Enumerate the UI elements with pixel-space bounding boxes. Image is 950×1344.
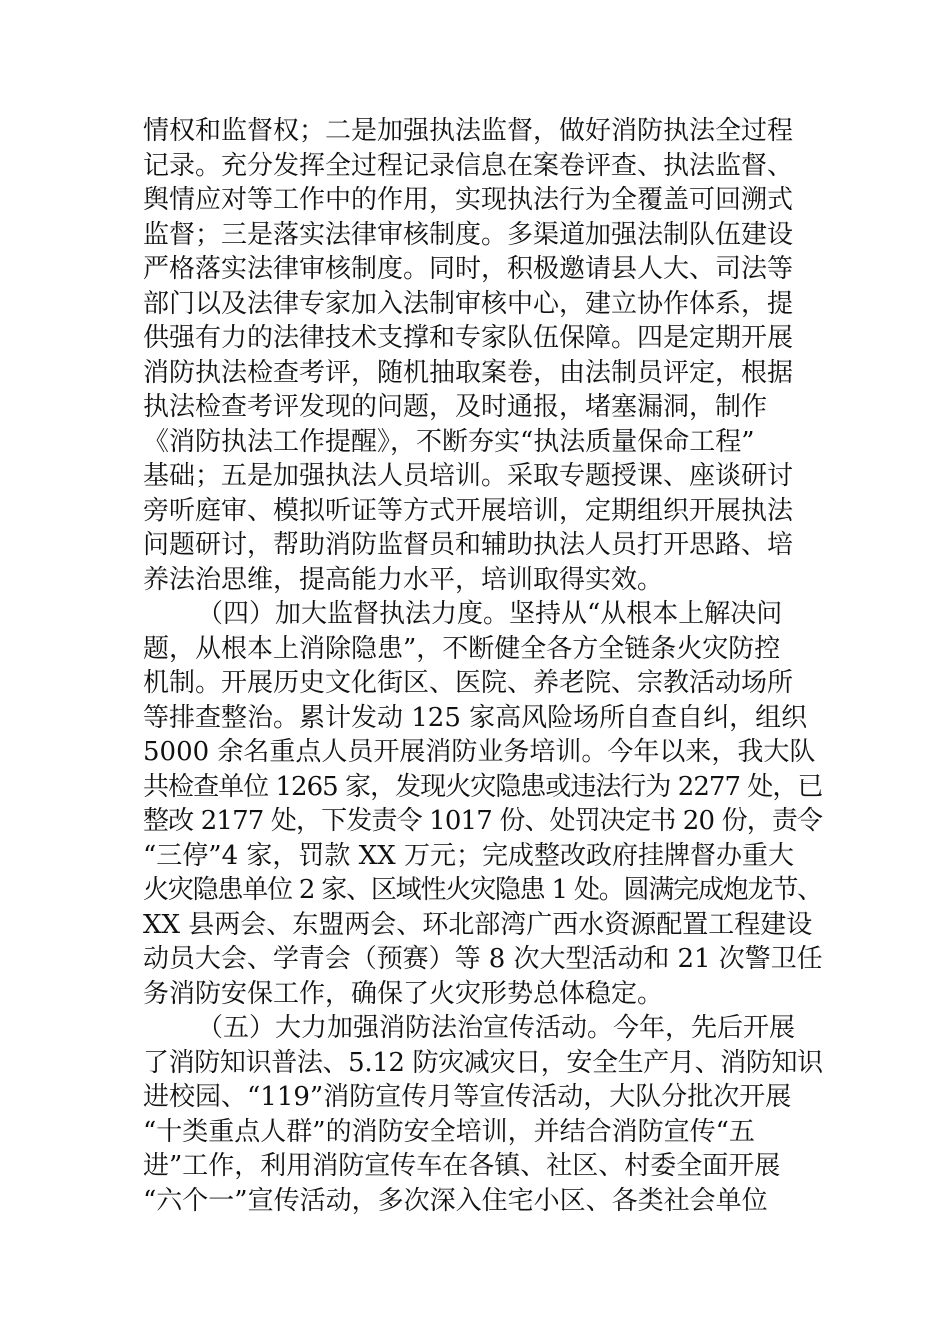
text-line: 基础；五是加强执法人员培训。采取专题授课、座谈研讨	[143, 461, 794, 491]
text-line: （五）大力加强消防法治宣传活动。今年，先后开展	[197, 1013, 796, 1043]
text-line: 整改 2177 处，下发责令 1017 份、处罚决定书 20 份，责令	[143, 806, 823, 836]
text-line: 记录。充分发挥全过程记录信息在案卷评查、执法监督、	[143, 150, 794, 181]
text-line: 《消防执法工作提醒》，不断夯实“执法质量保命工程”	[143, 426, 755, 457]
text-line: 旁听庭审、模拟听证等方式开展培训，定期组织开展执法	[143, 495, 794, 526]
text-line: （四）加大监督执法力度。坚持从“从根本上解决问	[197, 599, 783, 629]
text-line: 严格落实法律审核制度。同时，积极邀请县人大、司法等	[143, 254, 794, 284]
text-line: 舆情应对等工作中的作用，实现执法行为全覆盖可回溯式	[143, 185, 794, 215]
document-body	[143, 114, 823, 1218]
text-line: 5000 余名重点人员开展消防业务培训。今年以来，我大队	[143, 737, 816, 767]
text-line: 题，从根本上消除隐患”，不断健全各方全链条火灾防控	[143, 633, 781, 664]
text-line: 养法治思维，提高能力水平，培训取得实效。	[143, 564, 664, 595]
text-line: 机制。开展历史文化街区、医院、养老院、宗教活动场所	[143, 668, 794, 698]
text-line: 了消防知识普法、5.12 防灾减灾日，安全生产月、消防知识	[143, 1047, 823, 1078]
text-line: 消防执法检查考评，随机抽取案卷，由法制员评定，根据	[143, 357, 794, 388]
text-line: 问题研讨，帮助消防监督员和辅助执法人员打开思路、培	[143, 530, 794, 560]
text-line: XX 县两会、东盟两会、环北部湾广西水资源配置工程建设	[143, 909, 813, 940]
text-line: 部门以及法律专家加入法制审核中心，建立协作体系，提	[143, 288, 794, 319]
text-line: 火灾隐患单位 2 家、区域性火灾隐患 1 处。圆满完成炮龙节、	[143, 875, 822, 905]
text-line: 进”工作，利用消防宣传车在各镇、社区、村委全面开展	[143, 1151, 781, 1181]
text-line: “六个一”宣传活动，多次深入住宅小区、各类社会单位	[143, 1185, 768, 1216]
text-line: 监督；三是落实法律审核制度。多渠道加强法制队伍建设	[143, 219, 794, 250]
text-line: “十类重点人群”的消防安全培训，并结合消防宣传“五	[143, 1116, 755, 1147]
text-line: 供强有力的法律技术支撑和专家队伍保障。四是定期开展	[143, 323, 794, 353]
text-line: 务消防安保工作，确保了火灾形势总体稳定。	[143, 978, 664, 1009]
text-line: 等排查整治。累计发动 125 家高风险场所自查自纠，组织	[143, 702, 808, 733]
text-line: 进校园、“119”消防宣传月等宣传活动，大队分批次开展	[143, 1082, 792, 1112]
text-line: 情权和监督权；二是加强执法监督，做好消防执法全过程	[143, 116, 794, 146]
text-line: 共检查单位 1265 家，发现火灾隐患或违法行为 2277 处，已	[143, 771, 823, 802]
text-line: “三停”4 家，罚款 XX 万元；完成整改政府挂牌督办重大	[143, 840, 794, 871]
text-line: 动员大会、学青会（预赛）等 8 次大型活动和 21 次警卫任	[143, 944, 823, 974]
text-line: 执法检查考评发现的问题，及时通报，堵塞漏洞，制作	[143, 392, 768, 422]
